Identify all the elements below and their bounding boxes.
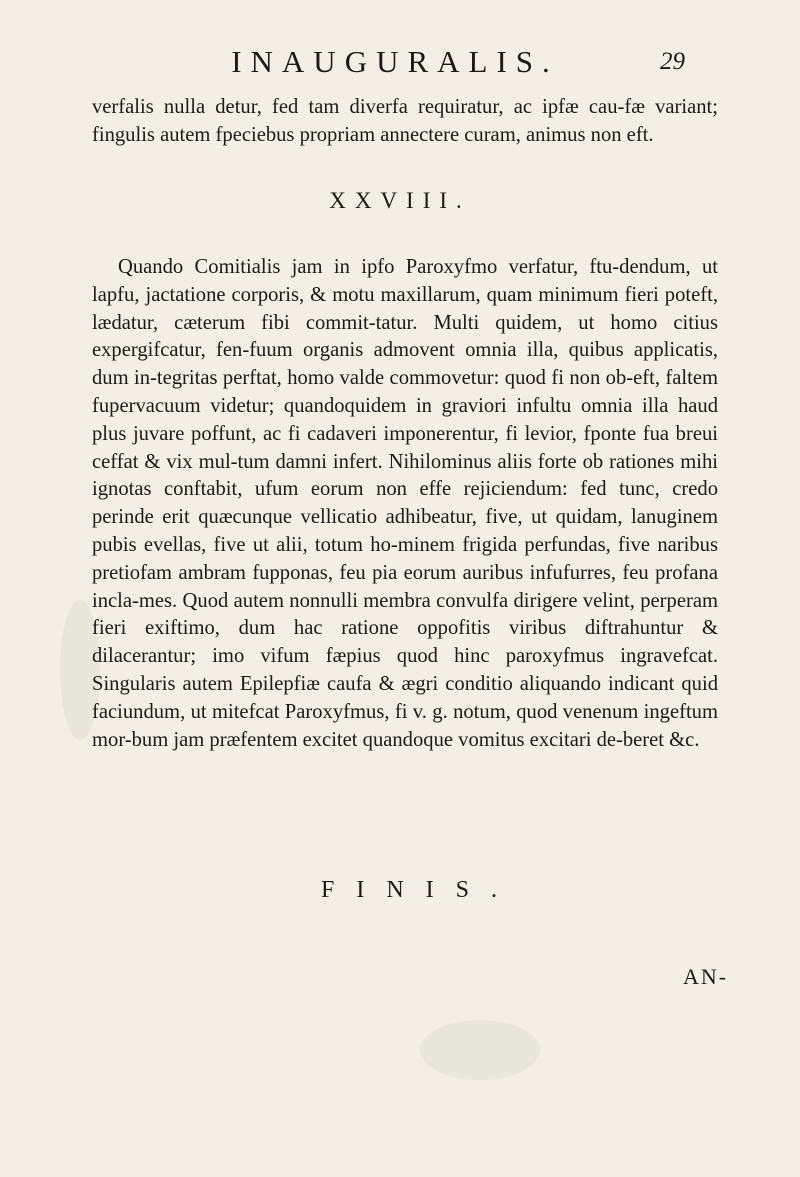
body-paragraph: Quando Comitialis jam in ipfo Paroxyfmo verfatur, ftu-dendum, ut lapfu, jactatione corporis, & motu maxillarum, quam minimum fieri poteft, lædatur, cæterum fibi commit-tatur. Multi quidem, ut homo citius expergifcatur, fen-fuum organis admovent omnia illa, quibus applicatis, dum in-tegritas perftat, homo valde commovetur: quod fi non ob-eft, faltem fupervacuum videtur; quandoquidem in graviori infultu omnia illa haud plus juvare poffunt, ac fi cadaveri imponerentur, fi levior, fponte fua breui ceffat & vix mul-tum damni infert. Nihilominus aliis forte ob rationes mihi ignotas conftabit, ufum eorum non effe rejiciendum: fed tunc, credo perinde erit quæcunque vellicatio adhibeatur, five, ut quidam, lanuginem pubis evellas, five ut alii, totum ho-minem frigida perfundas, five naribus pretiofam ambram fupponas, feu pia eorum auribus infufurres, feu profana incla-mes. Quod autem nonnulli membra convulfa dirigere velint, perperam fieri exiftimo, dum hac ratione oppofitis viribus diftrahuntur & dilacerantur; imo vifum fæpius quod hinc paroxyfmus ingravefcat. Singularis autem Epilepfiæ caufa & ægri conditio aliquando indicant quid faciundum, ut mitefcat Paroxyfmus, fi v. g. notum, quod venenum ingeftum mor-bum jam præfentem excitet quandoque vomitus excitari de-beret &c.	[92, 256, 718, 751]
finis-heading: FINIS.	[320, 877, 519, 903]
section-number: XXVIII.	[329, 188, 471, 213]
intro-paragraph: verfalis nulla detur, fed tam diverfa requiratur, ac ipfæ cau-fæ variant; fingulis autem fpeciebus propriam annectere curam, animus non eft.	[92, 96, 718, 146]
page-number: 29	[660, 48, 685, 75]
page-header	[0, 44, 800, 88]
paper-stain	[420, 1020, 540, 1080]
running-title: INAUGURALIS.	[231, 44, 559, 79]
catchword: AN-	[683, 964, 729, 989]
